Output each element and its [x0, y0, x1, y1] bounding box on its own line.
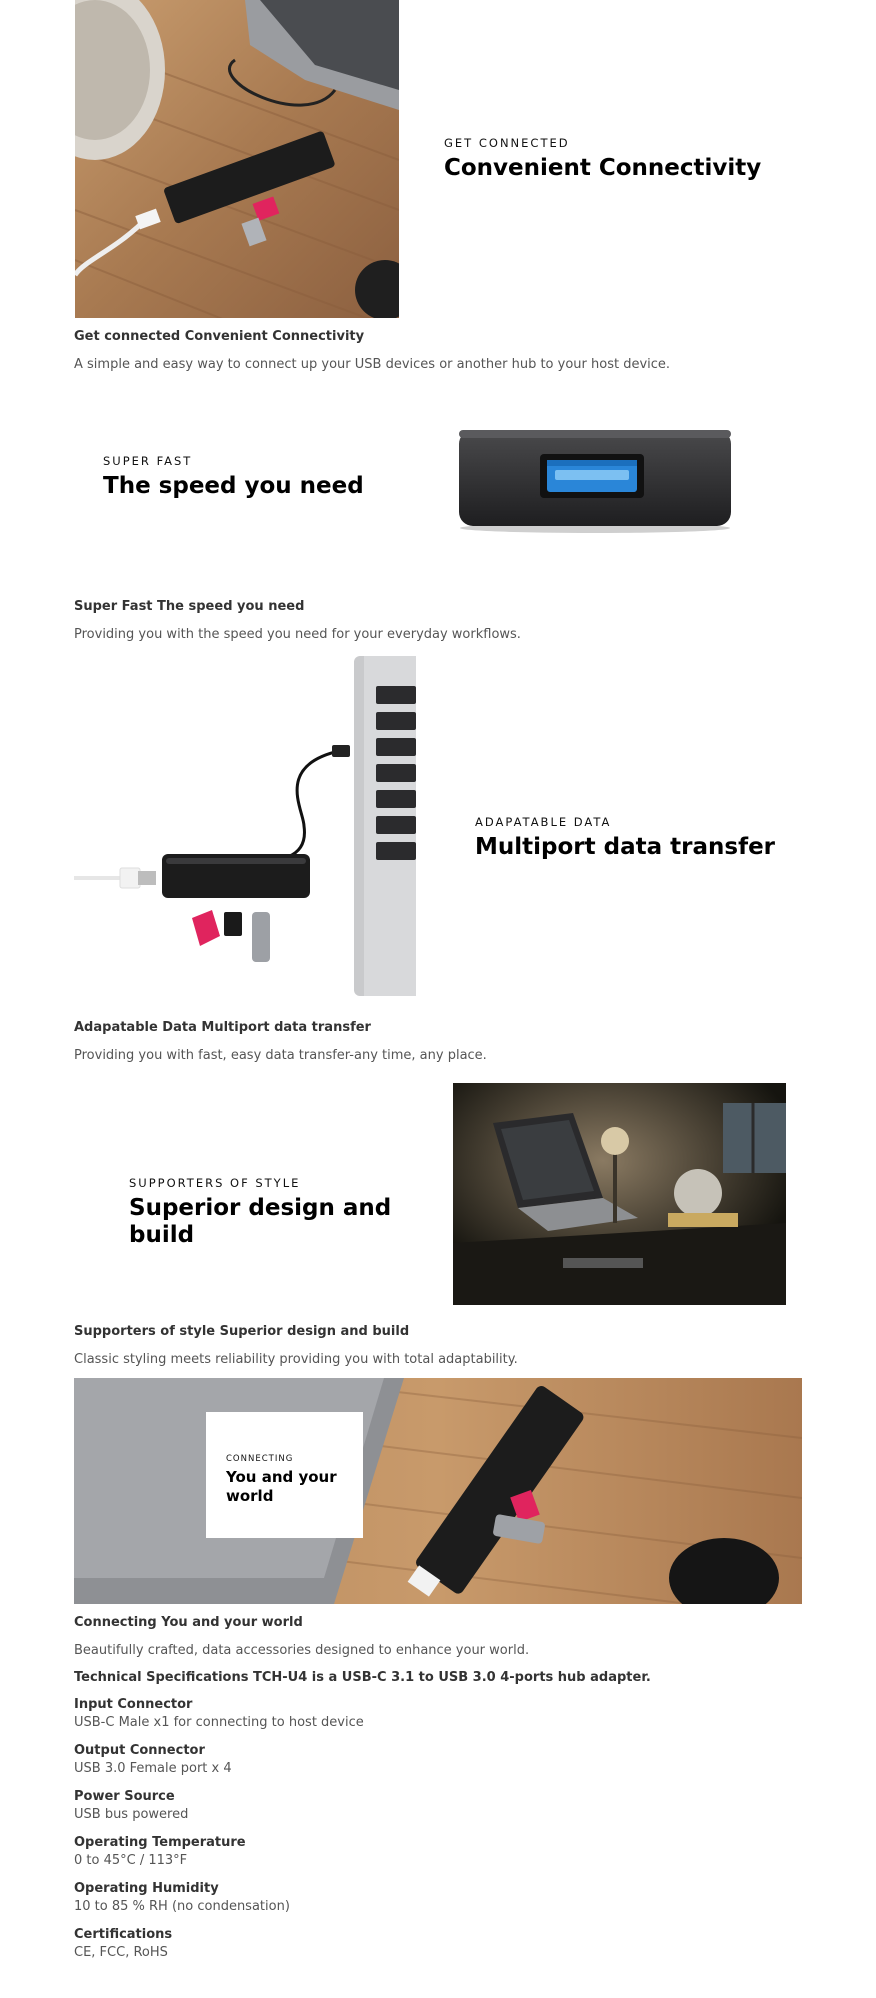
section-headline-line2: build — [129, 1222, 195, 1248]
spec-item — [74, 1697, 364, 1730]
spec-item — [74, 1835, 246, 1868]
section-eyebrow: ADAPATABLE DATA — [475, 815, 612, 829]
caption-title: Get connected Convenient Connectivity — [74, 329, 365, 344]
caption-text: Beautifully crafted, data accessories designed to enhance your world. — [74, 1643, 530, 1658]
section-eyebrow: GET CONNECTED — [444, 136, 570, 150]
dark-desk-laptop-image — [453, 1083, 786, 1305]
section-headline-line1: Superior design and — [129, 1195, 392, 1221]
spec-value: 10 to 85 % RH (no condensation) — [74, 1899, 290, 1914]
hub-with-laptop-image — [74, 656, 416, 996]
spec-label: Input Connector — [74, 1697, 193, 1712]
card-headline-line2: world — [226, 1487, 274, 1505]
caption-text: A simple and easy way to connect up your USB devices or another hub to your host device. — [74, 357, 671, 372]
spec-label: Output Connector — [74, 1743, 205, 1758]
spec-value: 0 to 45°C / 113°F — [74, 1853, 188, 1868]
spec-value: USB 3.0 Female port x 4 — [74, 1761, 232, 1776]
section-headline: Convenient Connectivity — [444, 155, 762, 181]
section-eyebrow: SUPPORTERS OF STYLE — [129, 1176, 301, 1190]
spec-item — [74, 1881, 290, 1914]
spec-item — [74, 1927, 172, 1960]
spec-item — [74, 1789, 188, 1822]
section-headline: The speed you need — [103, 473, 364, 499]
caption-title: Connecting You and your world — [74, 1615, 303, 1630]
spec-label: Operating Temperature — [74, 1835, 246, 1850]
spec-value: USB bus powered — [74, 1807, 189, 1822]
card-eyebrow: CONNECTING — [226, 1454, 294, 1464]
hub-wood-banner-image — [74, 1378, 802, 1604]
caption-text: Providing you with fast, easy data transfer-any time, any place. — [74, 1048, 487, 1063]
spec-value: USB-C Male x1 for connecting to host device — [74, 1715, 364, 1730]
usb-port-closeup-image — [455, 420, 735, 535]
spec-label: Power Source — [74, 1789, 175, 1804]
card-headline-line1: You and your — [226, 1468, 337, 1486]
section-headline: Multiport data transfer — [475, 834, 776, 860]
caption-text: Providing you with the speed you need for your everyday workflows. — [74, 627, 521, 642]
spec-item — [74, 1743, 232, 1776]
caption-title: Super Fast The speed you need — [74, 599, 305, 614]
caption-title: Supporters of style Superior design and build — [74, 1324, 410, 1339]
specs-heading: Technical Specifications TCH-U4 is a USB-C 3.1 to USB 3.0 4-ports hub adapter. — [74, 1670, 651, 1685]
spec-value: CE, FCC, RoHS — [74, 1945, 168, 1960]
caption-text: Classic styling meets reliability providing you with total adaptability. — [74, 1352, 518, 1367]
caption-title: Adapatable Data Multiport data transfer — [74, 1020, 371, 1035]
overlay-card — [206, 1412, 363, 1538]
spec-label: Operating Humidity — [74, 1881, 219, 1896]
section-eyebrow: SUPER FAST — [103, 454, 193, 468]
spec-label: Certifications — [74, 1927, 173, 1942]
hub-on-desk-image — [75, 0, 399, 318]
